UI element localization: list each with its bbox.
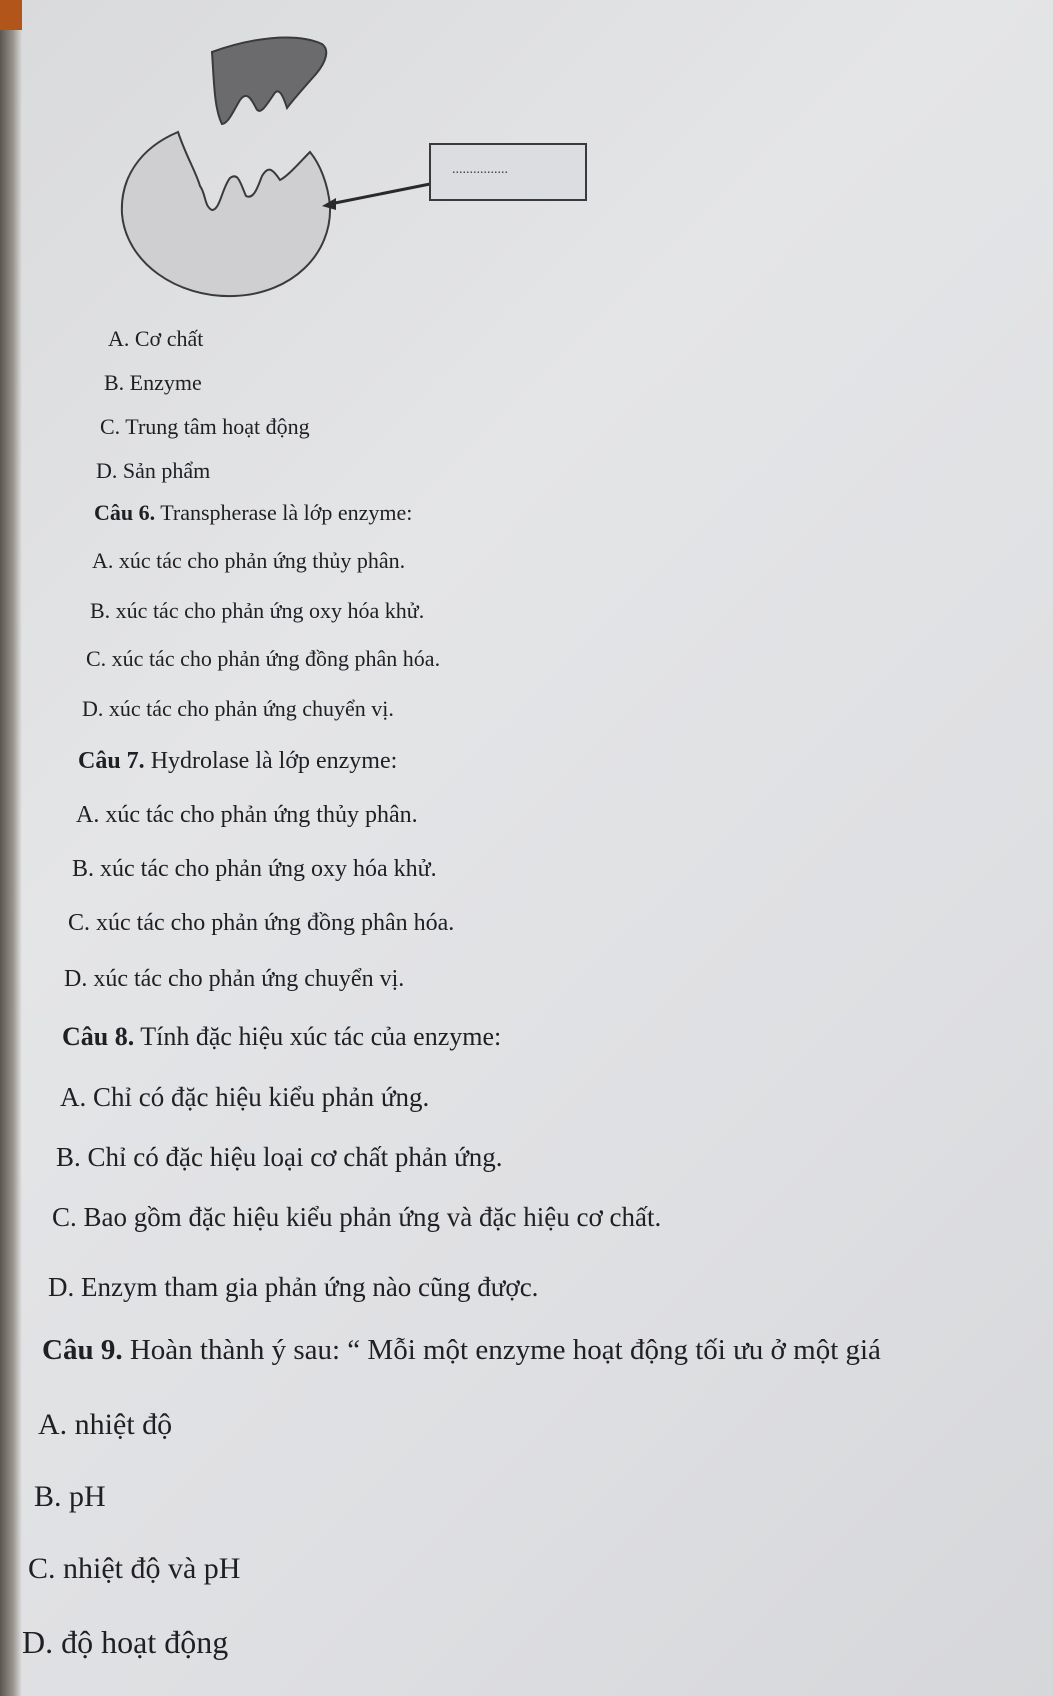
q7-option-a: A. xúc tác cho phản ứng thủy phân. bbox=[76, 802, 418, 828]
question-number: Câu 7. bbox=[78, 748, 145, 774]
q7-option-d: D. xúc tác cho phản ứng chuyển vị. bbox=[64, 966, 405, 992]
enzyme-substrate-diagram bbox=[0, 0, 1053, 330]
q6-option-a: A. xúc tác cho phản ứng thủy phân. bbox=[92, 548, 406, 573]
q7-option-c: C. xúc tác cho phản ứng đồng phân hóa. bbox=[68, 910, 455, 936]
enzyme-shape bbox=[122, 132, 330, 296]
substrate-shape bbox=[212, 38, 326, 124]
q9-option-a: A. nhiệt độ bbox=[38, 1408, 173, 1441]
q8-option-a: A. Chỉ có đặc hiệu kiểu phản ứng. bbox=[60, 1082, 430, 1112]
q6-option-c: C. xúc tác cho phản ứng đồng phân hóa. bbox=[86, 646, 441, 671]
question-text: Hoàn thành ý sau: “ Mỗi một enzyme hoạt động tối ưu ở một giá bbox=[129, 1334, 881, 1366]
question-7 bbox=[78, 748, 397, 775]
question-text: Tính đặc hiệu xúc tác của enzyme: bbox=[140, 1022, 502, 1051]
question-9 bbox=[42, 1334, 881, 1367]
question-number: Câu 8. bbox=[62, 1022, 135, 1051]
q8-option-b: B. Chỉ có đặc hiệu loại cơ chất phản ứng. bbox=[56, 1142, 503, 1172]
diagram-option-a: A. Cơ chất bbox=[108, 326, 204, 351]
label-pointer-line bbox=[330, 184, 430, 204]
question-text: Transpherase là lớp enzyme: bbox=[160, 500, 413, 525]
q8-option-c: C. Bao gồm đặc hiệu kiểu phản ứng và đặc hiệu cơ chất. bbox=[52, 1202, 662, 1232]
diagram-option-d: D. Sản phẩm bbox=[96, 458, 211, 483]
q9-option-c: C. nhiệt độ và pH bbox=[28, 1552, 241, 1585]
q6-option-b: B. xúc tác cho phản ứng oxy hóa khử. bbox=[90, 598, 425, 623]
label-placeholder: ................ bbox=[452, 162, 508, 177]
q8-option-d: D. Enzym tham gia phản ứng nào cũng được. bbox=[48, 1272, 539, 1302]
question-6 bbox=[94, 500, 412, 526]
q6-option-d: D. xúc tác cho phản ứng chuyển vị. bbox=[82, 696, 394, 721]
diagram-option-b: B. Enzyme bbox=[104, 370, 202, 395]
q9-option-b: B. pH bbox=[34, 1480, 106, 1513]
question-8 bbox=[62, 1022, 501, 1052]
question-text: Hydrolase là lớp enzyme: bbox=[150, 748, 398, 774]
q9-option-d: D. độ hoạt động bbox=[22, 1624, 229, 1660]
diagram-option-c: C. Trung tâm hoạt động bbox=[100, 414, 310, 439]
question-number: Câu 9. bbox=[42, 1334, 123, 1366]
question-number: Câu 6. bbox=[94, 500, 156, 525]
q7-option-b: B. xúc tác cho phản ứng oxy hóa khử. bbox=[72, 856, 437, 882]
